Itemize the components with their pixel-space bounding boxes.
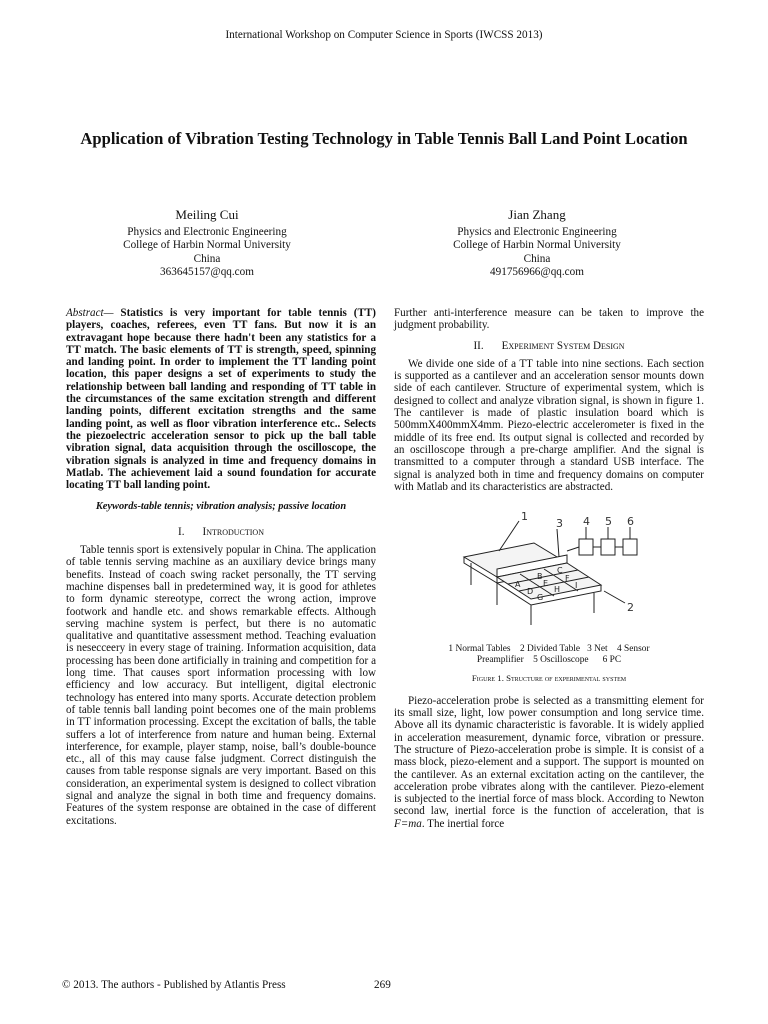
- author-email: 363645157@qq.com: [160, 266, 254, 279]
- callout-label-3: 3: [556, 517, 563, 531]
- cell-label: I: [575, 581, 578, 591]
- section-number: II.: [473, 339, 484, 352]
- figure-1: [394, 507, 704, 685]
- footer-copyright: © 2013. The authors - Published by Atlantis Press: [62, 979, 286, 991]
- abstract-lead: Abstract—: [66, 307, 114, 319]
- figure-legend-line: Preamplifier 5 Oscilloscope 6 PC: [476, 655, 622, 666]
- cell-label: C: [557, 566, 563, 576]
- section-heading-introduction: [66, 526, 376, 538]
- abstract-text: Statistics is very important for table tennis (TT) players, coaches, referees, even TT fans. But now it is an extravagant hope because there hadn't been any statistics for a TT match. The basic elements of TT is strength, speed, spinning and landing point. In order to implement the TT landing point location, this paper designs a set of experiments to study the relationship between ball landing and responding of TT table in the circumstances of the same excitation strength and different landing points, different excitation strengths and the same landing point, as well as floor vibration interference etc.. Selects the piezoelectric acceleration sensor to pick up the ball table vibration signal, data acquisition through the oscilloscope, the vibration signals is analyzed in time and frequency domains in Matlab. The achievement laid a sound foundation for accurate locating TT ball landing point.: [66, 307, 376, 492]
- sensor-preamplifier-box: [579, 539, 593, 555]
- cell-label: H: [554, 585, 561, 595]
- figure-legend: [394, 644, 704, 666]
- callout-label-6: 6: [627, 515, 634, 529]
- section-heading-experiment: [394, 340, 704, 352]
- paragraph-anti-interference: Further anti-interference measure can be taken to improve the judgment probability.: [394, 307, 704, 332]
- keywords: Keywords-table tennis; vibration analysis; passive location: [95, 501, 347, 513]
- author-dept: Physics and Electronic Engineering: [457, 225, 617, 238]
- callout-label-5: 5: [605, 515, 612, 529]
- newton-equation: F=ma: [394, 817, 422, 830]
- cell-label: F: [565, 574, 570, 584]
- figure-legend-line: 1 Normal Tables 2 Divided Table 3 Net 4 Sensor: [448, 644, 650, 655]
- callout-label-2: 2: [627, 601, 634, 615]
- left-column: [66, 307, 376, 835]
- author-block-1: [57, 208, 357, 280]
- paragraph-text: . The inertial force: [421, 817, 505, 830]
- oscilloscope-box: [601, 539, 615, 555]
- cell-label: B: [537, 572, 543, 582]
- wire: [567, 547, 579, 551]
- section-number: I.: [178, 525, 185, 538]
- abstract: [66, 307, 376, 491]
- cell-label: D: [527, 587, 534, 597]
- callout-label-4: 4: [583, 515, 590, 529]
- right-column: [394, 307, 704, 838]
- figure-caption: Figure 1. Structure of experimental system: [471, 673, 627, 684]
- cell-label: E: [543, 579, 549, 589]
- section-title: Introduction: [202, 525, 264, 538]
- author-name: Jian Zhang: [508, 207, 566, 222]
- section-title: Experiment System Design: [501, 339, 625, 352]
- callout-leader: [604, 591, 625, 603]
- author-dept: Physics and Electronic Engineering: [127, 225, 287, 238]
- paragraph-text: Piezo-acceleration probe is selected as a transmitting element for its small size, light, low power consumption and long service time. Above all its dynamic characteristic is favorable. It is widely applied in acceleration measurement, dynamic force, vibration or pressure. The structure of Piezo-acceleration probe is simple. It is consist of a mass block, piezo-element and a support. The support is mounted on the cantilever. As an external excitation acting on the cantilever, the acceleration probe vibrates along with the cantilever. Piezo-element is subjected to the inertial force of mass block. According to Newton second law, inertial force is the function of acceleration, that is: [394, 694, 704, 818]
- author-org: College of Harbin Normal University: [453, 239, 621, 252]
- callout-leader: [557, 529, 559, 557]
- pc-box: [623, 539, 637, 555]
- author-org: College of Harbin Normal University: [123, 239, 291, 252]
- cell-label: G: [537, 593, 544, 603]
- paper-title: Application of Vibration Testing Technology in Table Tennis Ball Land Point Location: [80, 129, 688, 148]
- author-email: 491756966@qq.com: [490, 266, 584, 279]
- author-name: Meiling Cui: [175, 207, 239, 222]
- paragraph-piezo-probe: [394, 695, 704, 830]
- running-header: International Workshop on Computer Science in Sports (IWCSS 2013): [225, 29, 543, 41]
- author-country: China: [523, 252, 551, 265]
- page-number: 269: [374, 979, 391, 991]
- callout-label-1: 1: [521, 510, 528, 524]
- experimental-system-diagram: [429, 507, 669, 637]
- intro-paragraph: Table tennis sport is extensively popular in China. The application of table tennis serving machine as an auxiliary device brings many benefits. Instead of coach swing racket personally, the TT serving machine dispenses ball in predetermined way, it is good for athletes to form dynamic stereotype, correct the wrong action, improve footwork and handle etc. and shows remarkable effects. Although serving machine system is perfect, but there is no automatic qualitative and quantitative assessment method. Teaching evaluation is nesecceery in every stage of training. Information acquisition, data processing has been done artificially in training and competition for a long time. That causes sport information processing with low efficiency and low accuracy. But intelligent, digital electronic technology has entered into many sports. Accurate detection problem of table tennis ball landing point becomes one of the main problems in TT information processing. Except the excitation of balls, the table suffers a lot of interference from nature and human being. External interference, for example, player stamp, noise, ball’s double-bounce etc., all of this may cause false judgment. Correct distinguish the causes from table response signals are very important. Based on this consideration, an experimental system is designed to collect vibration signal and analyze the signal in both time and frequency domains. Features of the system response are obtained in the case of different excitations.: [66, 544, 376, 827]
- cell-label: A: [515, 580, 521, 590]
- author-country: China: [193, 252, 221, 265]
- author-block-2: [387, 208, 687, 280]
- paragraph-system-design: We divide one side of a TT table into nine sections. Each section is supported as a cantilever and an acceleration sensor mounts down side of each cantilever. Structure of experimental system, which is designed to collect and analyze vibration signal, is shown in figure 1. The cantilever is made of plastic insulation board which is 500mmX400mmX4mm. Piezo-electric accelerometer is fixed in the middle of its free end. Its output signal is collected and recorded by an oscilloscope through a pre-charge amplifier. And the signal is transmitted to a computer through a standard USB interface. The signal is analyzed both in time and frequency domains on computer with Matlab and its characteristics are abstracted.: [394, 357, 704, 493]
